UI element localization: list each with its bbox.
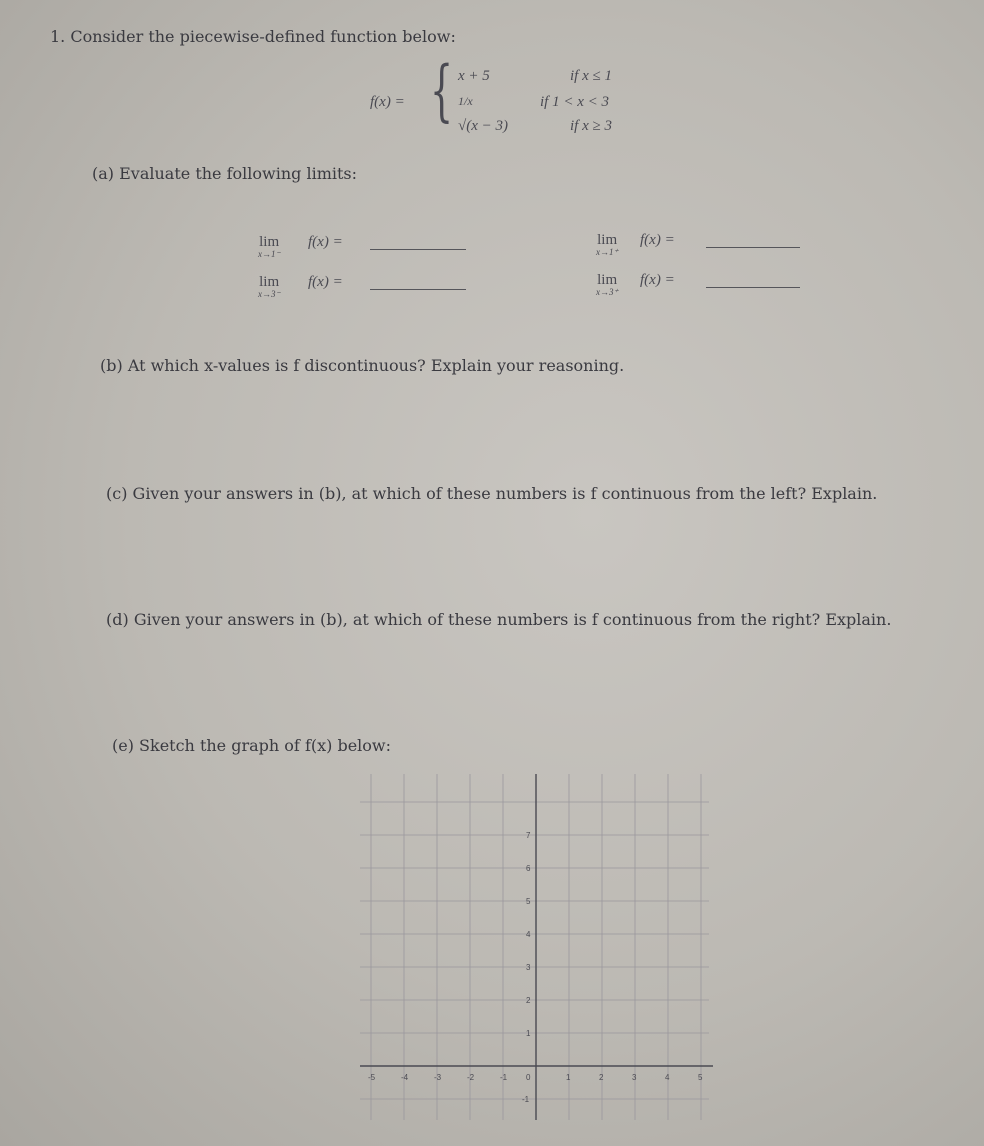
x-tick-label: -3	[434, 1073, 442, 1082]
part-e-prompt: (e) Sketch the graph of f(x) below:	[112, 736, 391, 755]
case-3-cond: if x ≥ 3	[570, 118, 612, 134]
limit-3-operator: lim x→3⁻	[258, 274, 281, 299]
x-tick-label: 0	[526, 1073, 531, 1082]
function-lhs: f(x) =	[370, 94, 405, 110]
x-tick-label: -4	[401, 1073, 409, 1082]
x-tick-label: 1	[566, 1073, 571, 1082]
y-tick-label: 4	[526, 930, 531, 939]
limit-4-body: f(x) =	[640, 272, 675, 288]
limit-3-answer-blank[interactable]	[370, 289, 466, 290]
x-tick-label: -5	[368, 1073, 376, 1082]
limit-1-operator: lim x→1⁻	[258, 234, 281, 259]
problem-number: 1.	[50, 27, 66, 46]
case-2-cond: if 1 < x < 3	[540, 94, 609, 110]
problem-intro: Consider the piecewise-defined function below:	[70, 27, 456, 46]
limit-2-body: f(x) =	[640, 232, 675, 248]
case-3-expr: √(x − 3)	[458, 118, 509, 134]
y-tick-label: 7	[526, 831, 531, 840]
x-tick-label: 3	[632, 1073, 637, 1082]
y-tick-label: -1	[522, 1095, 530, 1104]
x-tick-label: -2	[467, 1073, 475, 1082]
case-2-expr: 1/x	[458, 94, 473, 108]
part-c-prompt: (c) Given your answers in (b), at which of these numbers is f continuous from the left? Explain.	[106, 484, 878, 503]
problem-heading	[50, 27, 456, 46]
case-1-expr: x + 5	[458, 68, 490, 84]
x-tick-label: 2	[599, 1073, 604, 1082]
y-tick-label: 6	[526, 864, 531, 873]
part-b-prompt: (b) At which x-values is f discontinuous? Explain your reasoning.	[100, 356, 625, 375]
limit-1-body: f(x) =	[308, 234, 343, 250]
y-tick-label: 3	[526, 963, 531, 972]
x-tick-label: -1	[500, 1073, 508, 1082]
y-tick-label: 5	[526, 897, 531, 906]
limit-2-operator: lim x→1⁺	[596, 232, 619, 257]
part-d-prompt: (d) Given your answers in (b), at which of these numbers is f continuous from the right? Explain.	[106, 610, 892, 629]
limit-1-answer-blank[interactable]	[370, 249, 466, 250]
part-a-prompt: (a) Evaluate the following limits:	[92, 164, 358, 183]
x-tick-label: 5	[698, 1073, 703, 1082]
left-brace: {	[430, 52, 454, 129]
sketch-grid[interactable]	[360, 770, 720, 1120]
limit-4-answer-blank[interactable]	[706, 287, 800, 288]
limit-2-answer-blank[interactable]	[706, 247, 800, 248]
y-tick-label: 2	[526, 996, 531, 1005]
y-tick-label: 1	[526, 1029, 531, 1038]
limit-4-operator: lim x→3⁺	[596, 272, 619, 297]
limit-3-body: f(x) =	[308, 274, 343, 290]
case-1-cond: if x ≤ 1	[570, 68, 612, 84]
x-tick-label: 4	[665, 1073, 670, 1082]
